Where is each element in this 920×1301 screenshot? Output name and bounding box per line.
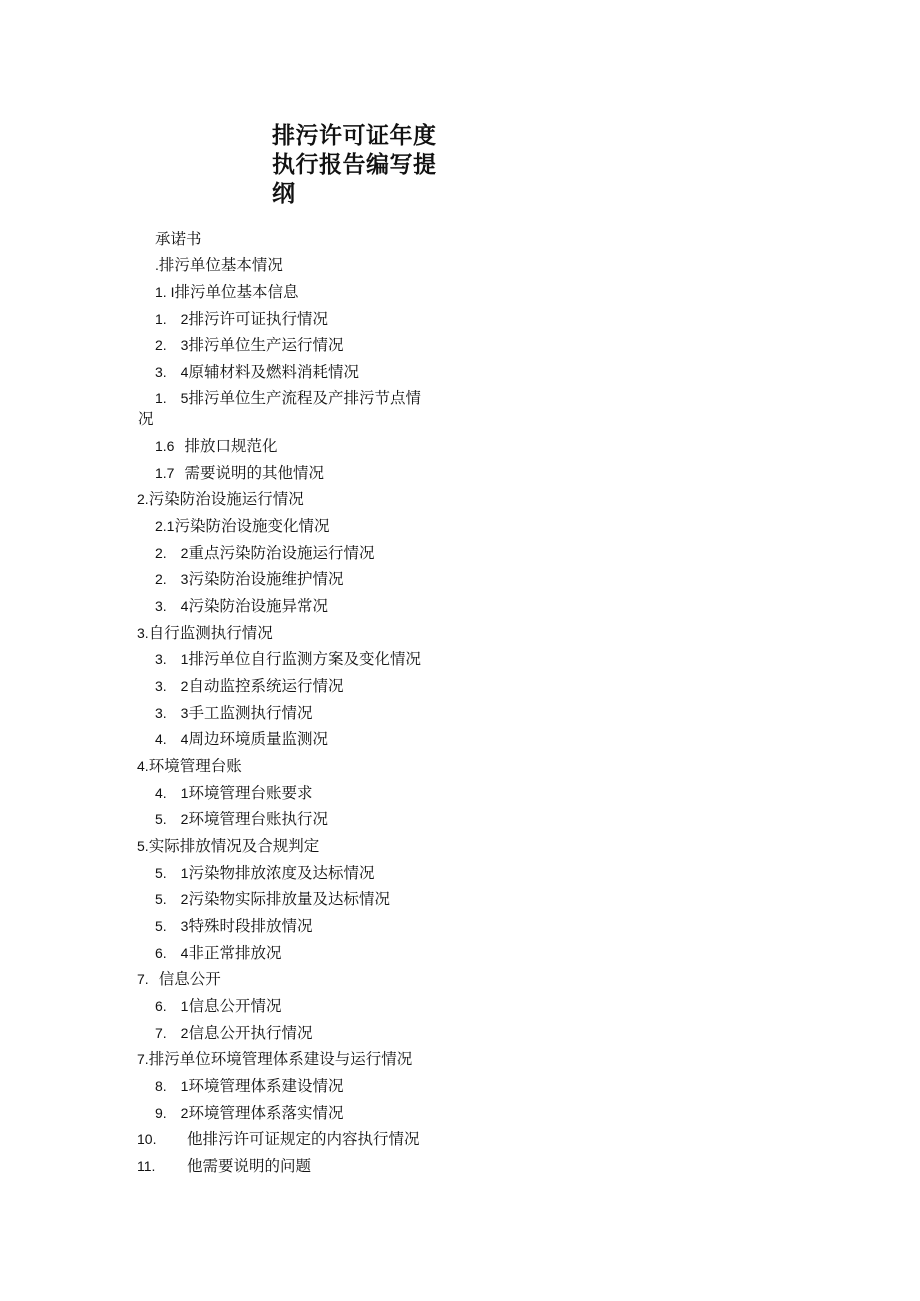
title-line-1: 排污许可证年度 bbox=[272, 123, 437, 149]
toc-item bbox=[155, 1023, 312, 1044]
toc-item-text: 排污单位自行监测方案及变化情况 bbox=[188, 650, 421, 668]
toc-item-number: 1.6 bbox=[155, 438, 175, 454]
toc-item-number: 4. bbox=[137, 758, 149, 774]
toc-item-number: 2. 2 bbox=[155, 545, 189, 561]
toc-item-text: 排污单位基本情况 bbox=[158, 256, 283, 274]
toc-item-text: 环境管理台账执行况 bbox=[188, 810, 328, 828]
toc-item bbox=[155, 255, 283, 276]
toc-item-number: 1. I bbox=[155, 284, 175, 300]
toc-item-number: 2. 3 bbox=[155, 337, 189, 353]
toc-item bbox=[155, 943, 281, 964]
toc-item bbox=[155, 729, 328, 750]
toc-item-text: 环境管理体系建设情况 bbox=[188, 1077, 344, 1095]
document-title bbox=[272, 122, 447, 209]
toc-item-number: 9. 2 bbox=[155, 1105, 189, 1121]
toc-item-text: 自行监测执行情况 bbox=[148, 624, 273, 642]
toc-item-text: 承诺书 bbox=[155, 230, 202, 248]
toc-item bbox=[155, 809, 328, 830]
toc-item bbox=[138, 388, 421, 428]
toc-item-number: 3. 1 bbox=[155, 651, 189, 667]
toc-item-text: 环境管理台账 bbox=[148, 757, 242, 775]
toc-item-number: 5. bbox=[137, 838, 149, 854]
toc-item bbox=[155, 1103, 343, 1124]
toc-item-text: 环境管理体系落实情况 bbox=[188, 1104, 344, 1122]
toc-item-text: 排放口规范化 bbox=[184, 437, 278, 455]
toc-item-text: 排污单位生产流程及产排污节点情 bbox=[188, 389, 421, 407]
toc-item-text: 原辅材料及燃料消耗情况 bbox=[188, 363, 359, 381]
toc-item-text: 污染物排放浓度及达标情况 bbox=[188, 864, 375, 882]
toc-item bbox=[155, 516, 329, 537]
toc-item-text: 排污单位生产运行情况 bbox=[188, 336, 344, 354]
toc-item bbox=[155, 649, 421, 670]
toc-item-text: 污染防治设施维护情况 bbox=[188, 570, 344, 588]
title-line-3: 纲 bbox=[272, 181, 296, 207]
toc-item-text: 实际排放情况及合规判定 bbox=[148, 837, 320, 855]
toc-item-text: 环境管理台账要求 bbox=[188, 784, 313, 802]
toc-item-number: 1.7 bbox=[155, 465, 175, 481]
toc-item bbox=[155, 996, 281, 1017]
toc-item bbox=[155, 282, 298, 303]
toc-item-number: 4. 1 bbox=[155, 785, 189, 801]
toc-item-number: 5. 2 bbox=[155, 891, 189, 907]
toc-item bbox=[137, 1156, 311, 1177]
toc-item-number: 11. bbox=[137, 1158, 156, 1174]
toc-item bbox=[155, 463, 324, 484]
toc-item bbox=[155, 436, 277, 457]
toc-item-number: 3. 3 bbox=[155, 705, 189, 721]
toc-item-text: 手工监测执行情况 bbox=[188, 704, 313, 722]
title-line-2: 执行报告编写提 bbox=[272, 152, 437, 178]
toc-item-text: 自动监控系统运行情况 bbox=[188, 677, 344, 695]
toc-item-number: 4. 4 bbox=[155, 731, 189, 747]
toc-item bbox=[155, 569, 343, 590]
toc-item-text: 排污单位环境管理体系建设与运行情况 bbox=[148, 1050, 413, 1068]
toc-item bbox=[137, 1049, 412, 1070]
toc-item bbox=[155, 543, 374, 564]
toc-item-text: 排污许可证执行情况 bbox=[188, 310, 328, 328]
toc-item-number: 3. 4 bbox=[155, 598, 189, 614]
toc-item-number: 3. 2 bbox=[155, 678, 189, 694]
toc-item-text: 信息公开情况 bbox=[188, 997, 282, 1015]
toc-item-text: 周边环境质量监测况 bbox=[188, 730, 328, 748]
toc-item-text: 污染防治设施异常况 bbox=[188, 597, 328, 615]
toc-item-number: 3. bbox=[137, 625, 149, 641]
toc-item-text: 重点污染防治设施运行情况 bbox=[188, 544, 375, 562]
toc-item bbox=[155, 703, 312, 724]
toc-item-text: 污染防治设施变化情况 bbox=[174, 517, 330, 535]
toc-item bbox=[155, 916, 312, 937]
toc-item-number: 3. 4 bbox=[155, 364, 189, 380]
toc-item bbox=[155, 229, 202, 250]
toc-item-number: 6. 4 bbox=[155, 945, 189, 961]
toc-item bbox=[155, 596, 328, 617]
toc-item-number: 5. 3 bbox=[155, 918, 189, 934]
toc-item-text: 他排污许可证规定的内容执行情况 bbox=[187, 1130, 420, 1148]
toc-item-number: 8. 1 bbox=[155, 1078, 189, 1094]
toc-item bbox=[155, 783, 312, 804]
toc-item bbox=[155, 889, 390, 910]
toc-item-number: 5. 1 bbox=[155, 865, 189, 881]
toc-item-number: 2. 3 bbox=[155, 571, 189, 587]
toc-item-number: 10. bbox=[137, 1131, 157, 1147]
toc-item-text: 需要说明的其他情况 bbox=[184, 464, 324, 482]
toc-item-number: 1. 5 bbox=[155, 390, 189, 406]
toc-item bbox=[137, 1129, 420, 1150]
toc-item bbox=[137, 969, 221, 990]
toc-item bbox=[155, 335, 343, 356]
toc-item bbox=[155, 362, 359, 383]
toc-item-number: 7. bbox=[137, 1051, 149, 1067]
toc-item bbox=[155, 1076, 343, 1097]
toc-item-number: 2.1 bbox=[155, 518, 175, 534]
toc-item-number: 6. 1 bbox=[155, 998, 189, 1014]
toc-item-text: 排污单位基本信息 bbox=[174, 283, 299, 301]
toc-item-number: 7. 2 bbox=[155, 1025, 189, 1041]
toc-item bbox=[137, 836, 319, 857]
toc-item-text: 特殊时段排放情况 bbox=[188, 917, 313, 935]
toc-item-number: . bbox=[155, 257, 159, 273]
toc-item-text: 信息公开 bbox=[158, 970, 221, 988]
toc-item-text: 信息公开执行情况 bbox=[188, 1024, 313, 1042]
toc-item-text: 他需要说明的问题 bbox=[187, 1157, 312, 1175]
toc-item bbox=[155, 309, 328, 330]
toc-item-number: 5. 2 bbox=[155, 811, 189, 827]
toc-item-text: 污染物实际排放量及达标情况 bbox=[188, 890, 390, 908]
toc-item bbox=[155, 863, 374, 884]
toc-item-number: 2. bbox=[137, 491, 149, 507]
toc-item-text: 污染防治设施运行情况 bbox=[148, 490, 304, 508]
toc-item-number: 1. 2 bbox=[155, 311, 189, 327]
toc-item bbox=[155, 676, 343, 697]
toc-item bbox=[137, 756, 242, 777]
toc-item-text-wrap: 况 bbox=[138, 410, 154, 428]
toc-item-text: 非正常排放况 bbox=[188, 944, 282, 962]
toc-item bbox=[137, 489, 304, 510]
toc-item bbox=[137, 623, 273, 644]
toc-item-number: 7. bbox=[137, 971, 149, 987]
